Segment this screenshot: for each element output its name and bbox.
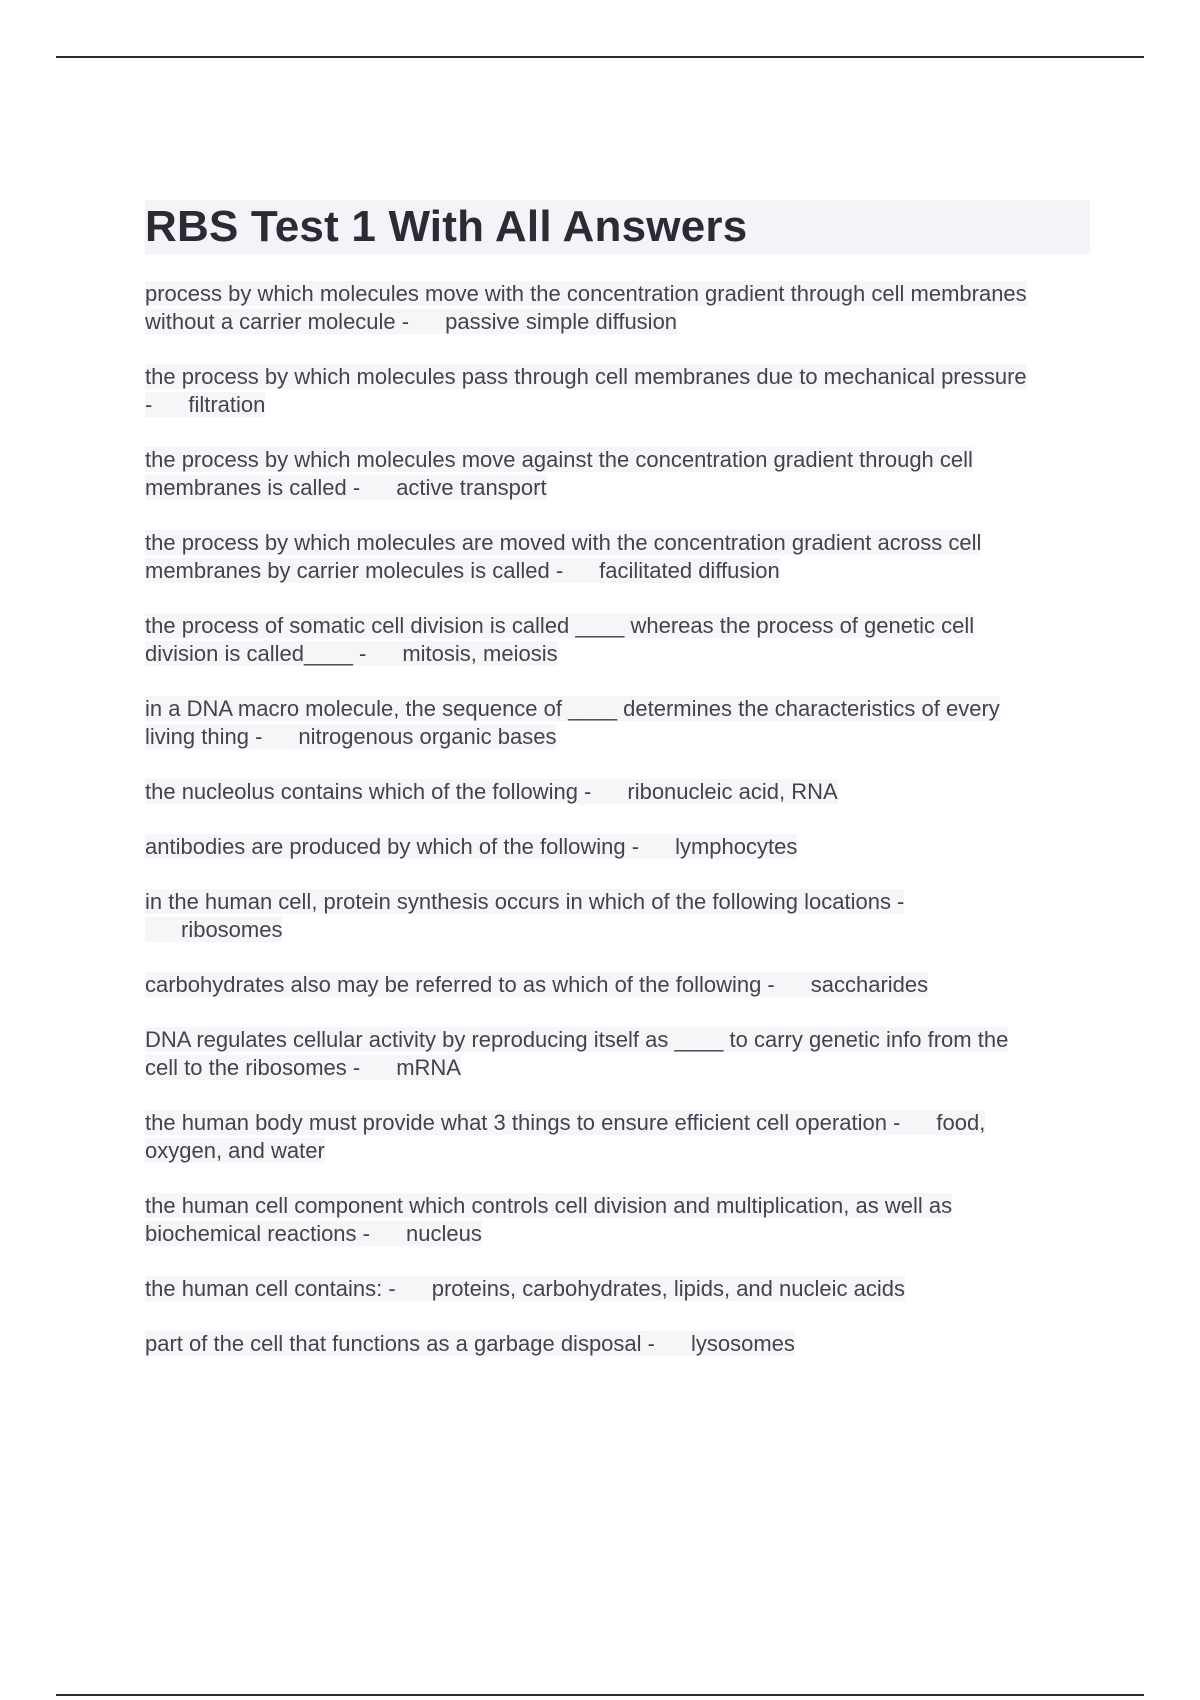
flashcard [145,446,1090,502]
question-text: the process of somatic cell division is called ____ whereas the process of genetic cell division is called____ - [145,613,975,666]
flashcard [145,1275,1090,1303]
question-text: part of the cell that functions as a garbage disposal - [145,1331,655,1356]
answer-text: mRNA [396,1055,461,1080]
bottom-rule [56,1694,1144,1696]
document-title: RBS Test 1 With All Answers [145,200,1090,254]
flashcard-list [145,280,1090,1358]
answer-text: ribonucleic acid, RNA [627,779,838,804]
question-text: in the human cell, protein synthesis occurs in which of the following locations - [145,889,905,914]
answer-text: facilitated diffusion [599,558,780,583]
document-body [145,200,1090,1385]
question-text: DNA regulates cellular activity by reproducing itself as ____ to carry genetic info from the cell to the ribosomes - [145,1027,1009,1080]
answer-text: food, oxygen, and water [145,1110,986,1163]
answer-text: filtration [188,392,266,417]
flashcard [145,833,1090,861]
flashcard [145,695,1090,751]
flashcard [145,778,1090,806]
flashcard [145,888,1090,944]
answer-text: mitosis, meiosis [402,641,558,666]
answer-text: passive simple diffusion [445,309,678,334]
question-text: the human body must provide what 3 things to ensure efficient cell operation - [145,1110,901,1135]
answer-text: lysosomes [690,1331,795,1356]
question-text: in a DNA macro molecule, the sequence of ____ determines the characteristics of every living thing - [145,696,1000,749]
question-text: antibodies are produced by which of the following - [145,834,640,859]
flashcard [145,1109,1090,1165]
flashcard [145,1192,1090,1248]
flashcard [145,363,1090,419]
flashcard [145,612,1090,668]
answer-text: saccharides [810,972,929,997]
question-text: carbohydrates also may be referred to as which of the following - [145,972,775,997]
flashcard [145,1026,1090,1082]
answer-text: lymphocytes [675,834,798,859]
flashcard [145,529,1090,585]
question-text: the human cell component which controls cell division and multiplication, as well as biochemical reactions - [145,1193,953,1246]
question-text: process by which molecules move with the concentration gradient through cell membranes without a carrier molecule - [145,281,1027,334]
question-text: the nucleolus contains which of the following - [145,779,592,804]
answer-text: ribosomes [181,917,283,942]
flashcard [145,971,1090,999]
answer-text: nucleus [405,1221,482,1246]
question-text: the process by which molecules move against the concentration gradient through cell membranes is called - [145,447,973,500]
flashcard [145,280,1090,336]
question-text: the process by which molecules pass through cell membranes due to mechanical pressure - [145,364,1027,417]
question-text: the process by which molecules are moved with the concentration gradient across cell membranes by carrier molecules is called - [145,530,982,583]
top-rule [56,56,1144,58]
flashcard [145,1330,1090,1358]
question-text: the human cell contains: - [145,1276,396,1301]
answer-text: proteins, carbohydrates, lipids, and nucleic acids [431,1276,905,1301]
answer-text: active transport [396,475,547,500]
answer-text: nitrogenous organic bases [298,724,557,749]
